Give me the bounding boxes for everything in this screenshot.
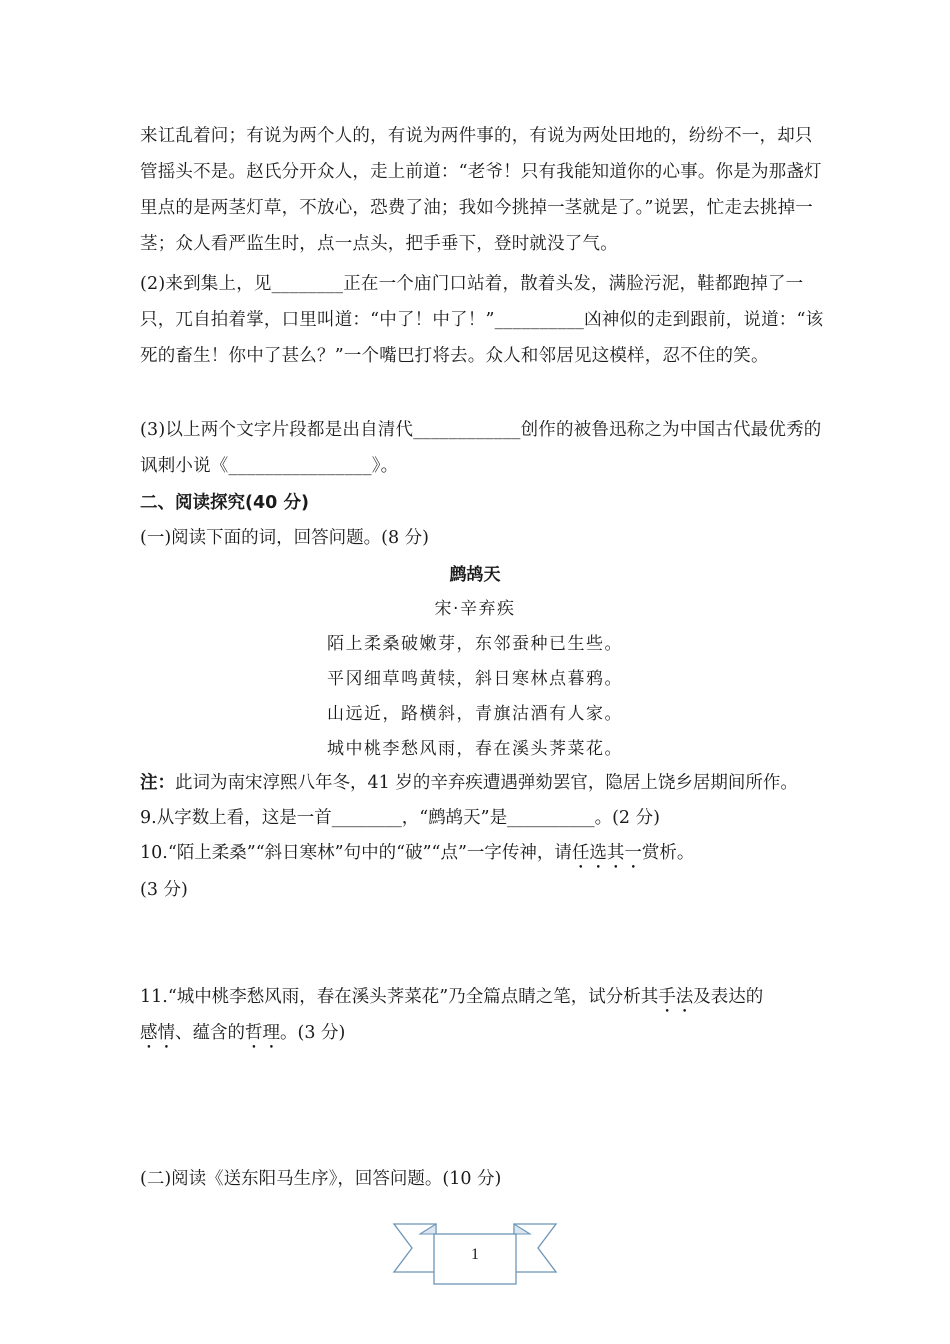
subsection-heading-1: (一)阅读下面的词，回答问题。(8 分) <box>140 528 430 548</box>
question-11-text: 及表达的 <box>693 987 764 1007</box>
question-11-text: 、蕴含的 <box>175 1023 245 1043</box>
question-11-line-2 <box>140 1016 345 1053</box>
question-9: 9.从字数上看，这是一首________，“鹧鸪天”是__________。(2 分) <box>140 808 660 828</box>
question-11-text: 11.“城中桃李愁风雨，春在溪头荠菜花”乃全篇点睛之笔，试分析其 <box>140 987 659 1007</box>
poem-note <box>140 766 798 800</box>
section-heading-reading: 二、阅读探究(40 分) <box>140 493 309 513</box>
question-10-text-end: 赏析。 <box>641 843 695 863</box>
poem-line: 陌上柔桑破嫩芽，东邻蚕种已生些。 <box>327 634 623 654</box>
question-3: (3)以上两个文字片段都是出自清代____________创作的被鲁迅称之为中国古代最优秀的讽刺小说《________________》。 <box>140 420 822 476</box>
page-number: 1 <box>471 1246 479 1263</box>
passage-paragraph-2: (2)来到集上，见________正在一个庙门口站着，散着头发，满脸污泥，鞋都跑掉了一只，兀自拍着掌，口里叫道：“中了！中了！”__________凶神似的走到跟前，说道：“该死的畜生！你中了甚么？”一个嘴巴打将去。众人和邻居见这模样，忍不住的笑。 <box>140 274 824 366</box>
emphasis-text: 哲理 <box>245 1023 280 1043</box>
poem-line: 城中桃李愁风雨，春在溪头荠菜花。 <box>327 739 623 759</box>
poem-title: 鹧鸪天 <box>449 565 501 585</box>
emphasis-text: 感情 <box>140 1023 175 1043</box>
passage-paragraph-1: 来讧乱着问；有说为两个人的，有说为两件事的，有说为两处田地的，纷纷不一，却只管摇头不是。赵氏分开众人，走上前道：“老爷！只有我能知道你的心事。你是为那盏灯里点的是两茎灯草，不放心，恐费了油；我如今挑掉一茎就是了。”说罢，忙走去挑掉一茎；众人看严监生时，点一点头，把手垂下，登时就没了气。 <box>140 126 822 254</box>
question-10-text: 10.“陌上柔桑”“斜日寒林”句中的“破”“点”一字传神，请 <box>140 843 572 863</box>
question-10 <box>140 836 694 873</box>
subsection-heading-2: (二)阅读《送东阳马生序》，回答问题。(10 分) <box>140 1169 502 1189</box>
question-11 <box>140 980 763 1017</box>
emphasis-text: 任选其一 <box>571 843 642 863</box>
question-10-score: (3 分) <box>140 880 188 900</box>
poem-author: 宋·辛弃疾 <box>434 599 516 619</box>
question-11-text: 。(3 分) <box>280 1023 346 1043</box>
poem-line: 山远近，路横斜，青旗沽酒有人家。 <box>327 704 623 724</box>
poem-line: 平冈细草鸣黄犊，斜日寒林点暮鸦。 <box>327 669 623 689</box>
emphasis-text: 手法 <box>658 987 694 1007</box>
note-label: 注： <box>140 773 175 793</box>
note-text: 此词为南宋淳熙八年冬，41 岁的辛弃疾遭遇弹劾罢官，隐居上饶乡居期间所作。 <box>175 773 798 793</box>
